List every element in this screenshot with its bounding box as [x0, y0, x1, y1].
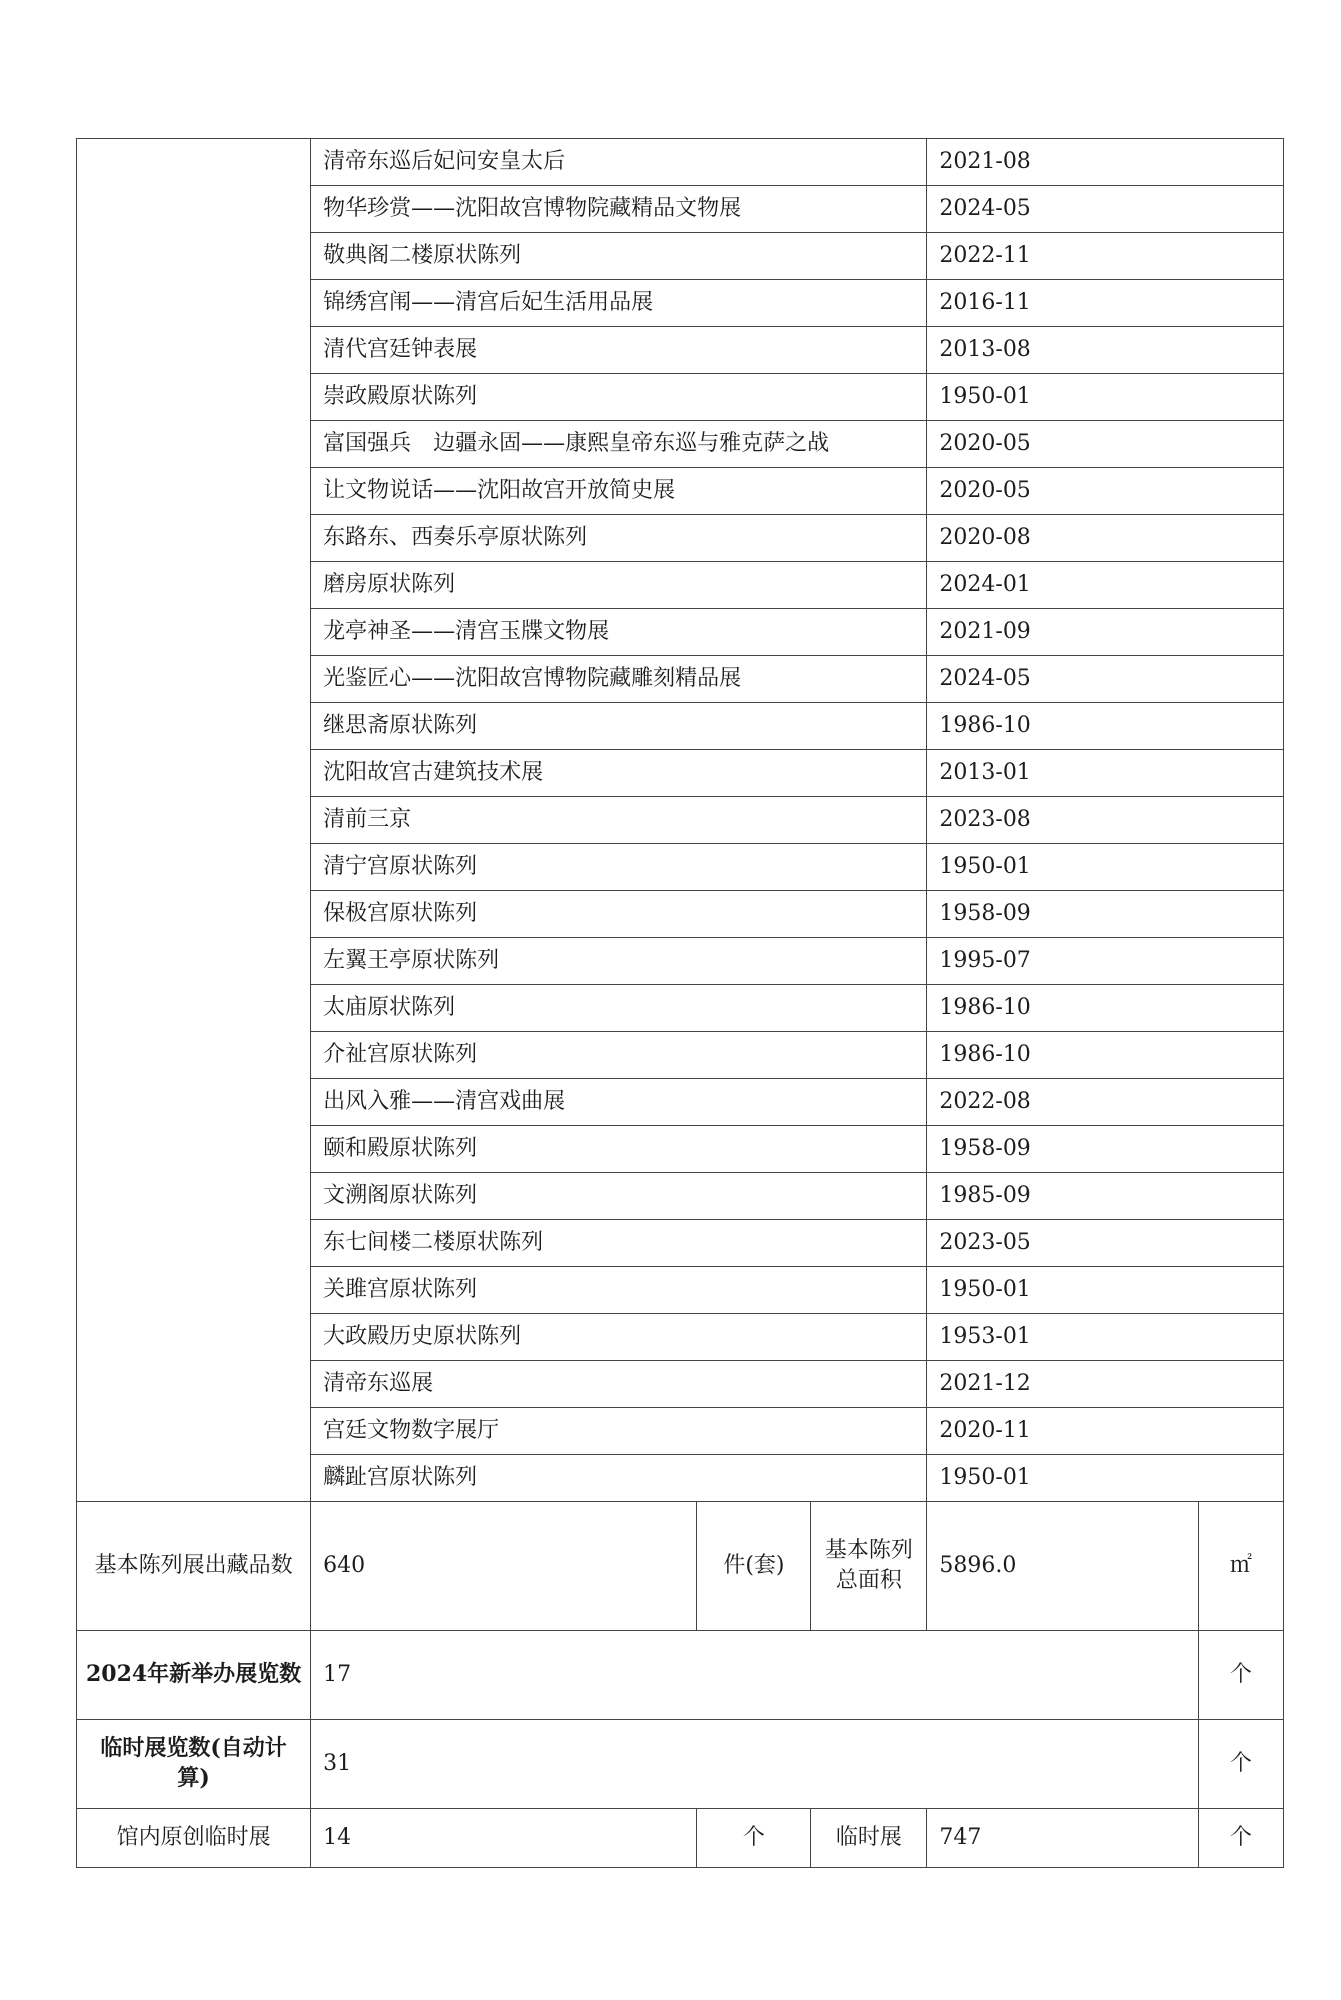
exhibition-name: 麟趾宫原状陈列: [311, 1455, 927, 1502]
new-exhibitions-unit: 个: [1198, 1631, 1283, 1720]
exhibition-date: 2021-09: [927, 609, 1284, 656]
exhibition-date: 1953-01: [927, 1314, 1284, 1361]
original-temporary-value: 14: [311, 1809, 697, 1868]
exhibition-date: 1950-01: [927, 844, 1284, 891]
exhibition-date: 1950-01: [927, 1267, 1284, 1314]
temporary-exhibition-value: 747: [927, 1809, 1198, 1868]
exhibition-name: 敬典阁二楼原状陈列: [311, 233, 927, 280]
exhibition-date: 2020-11: [927, 1408, 1284, 1455]
exhibition-name: 清帝东巡展: [311, 1361, 927, 1408]
exhibition-name: 继思斋原状陈列: [311, 703, 927, 750]
exhibition-name: 文溯阁原状陈列: [311, 1173, 927, 1220]
exhibition-name: 东路东、西奏乐亭原状陈列: [311, 515, 927, 562]
exhibition-name: 清帝东巡后妃问安皇太后: [311, 139, 927, 186]
exhibition-name: 关雎宫原状陈列: [311, 1267, 927, 1314]
exhibition-name: 让文物说话——沈阳故宫开放简史展: [311, 468, 927, 515]
exhibition-name: 沈阳故宫古建筑技术展: [311, 750, 927, 797]
exhibition-group-label-cell: [77, 139, 311, 1502]
exhibition-date: 1958-09: [927, 891, 1284, 938]
exhibition-area-label: 基本陈列总面积: [811, 1502, 927, 1631]
exhibition-date: 2020-08: [927, 515, 1284, 562]
temporary-count-value: 31: [311, 1720, 1199, 1809]
exhibition-date: 2013-08: [927, 327, 1284, 374]
exhibition-date: 2022-11: [927, 233, 1284, 280]
summary-row-temporary: [77, 1720, 1284, 1809]
exhibition-name: 光鉴匠心——沈阳故宫博物院藏雕刻精品展: [311, 656, 927, 703]
exhibition-area-unit: ㎡: [1198, 1502, 1283, 1631]
exhibition-date: 2013-01: [927, 750, 1284, 797]
exhibition-name: 崇政殿原状陈列: [311, 374, 927, 421]
temporary-count-unit: 个: [1198, 1720, 1283, 1809]
original-temporary-unit: 个: [697, 1809, 811, 1868]
exhibition-date: 1950-01: [927, 374, 1284, 421]
exhibition-date: 2024-05: [927, 186, 1284, 233]
exhibition-name: 保极宫原状陈列: [311, 891, 927, 938]
exhibition-date: 1985-09: [927, 1173, 1284, 1220]
exhibition-date: 2021-12: [927, 1361, 1284, 1408]
new-exhibitions-label: 2024年新举办展览数: [77, 1631, 311, 1720]
exhibition-date: 2022-08: [927, 1079, 1284, 1126]
summary-body: [77, 1502, 1284, 1868]
exhibition-name: 锦绣宫闱——清宫后妃生活用品展: [311, 280, 927, 327]
new-exhibitions-value: 17: [311, 1631, 1199, 1720]
exhibition-date: 2020-05: [927, 468, 1284, 515]
exhibition-date: 2024-05: [927, 656, 1284, 703]
exhibition-area-value: 5896.0: [927, 1502, 1198, 1631]
exhibition-name: 清前三京: [311, 797, 927, 844]
exhibition-date: 1995-07: [927, 938, 1284, 985]
exhibition-name: 东七间楼二楼原状陈列: [311, 1220, 927, 1267]
exhibition-list-body: [77, 139, 1284, 1502]
exhibition-row: [77, 139, 1284, 186]
exhibition-name: 左翼王亭原状陈列: [311, 938, 927, 985]
exhibition-table-sheet: [76, 138, 1284, 1868]
exhibition-date: 2023-05: [927, 1220, 1284, 1267]
exhibition-name: 物华珍赏——沈阳故宫博物院藏精品文物展: [311, 186, 927, 233]
exhibition-date: 2021-08: [927, 139, 1284, 186]
exhibition-name: 龙亭神圣——清宫玉牒文物展: [311, 609, 927, 656]
exhibition-date: 1986-10: [927, 1032, 1284, 1079]
exhibition-name: 太庙原状陈列: [311, 985, 927, 1032]
exhibition-date: 2023-08: [927, 797, 1284, 844]
exhibition-name: 宫廷文物数字展厅: [311, 1408, 927, 1455]
temporary-exhibition-unit: 个: [1198, 1809, 1283, 1868]
exhibition-name: 介祉宫原状陈列: [311, 1032, 927, 1079]
exhibition-name: 磨房原状陈列: [311, 562, 927, 609]
exhibition-table: [76, 138, 1284, 1868]
original-temporary-label: 馆内原创临时展: [77, 1809, 311, 1868]
exhibition-date: 1950-01: [927, 1455, 1284, 1502]
exhibition-name: 颐和殿原状陈列: [311, 1126, 927, 1173]
exhibition-date: 1986-10: [927, 703, 1284, 750]
exhibition-date: 2024-01: [927, 562, 1284, 609]
exhibition-name: 出风入雅——清宫戏曲展: [311, 1079, 927, 1126]
exhibition-name: 富国强兵 边疆永固——康熙皇帝东巡与雅克萨之战: [311, 421, 927, 468]
exhibition-name: 大政殿历史原状陈列: [311, 1314, 927, 1361]
temporary-exhibition-label: 临时展: [811, 1809, 927, 1868]
collection-count-value: 640: [311, 1502, 697, 1631]
collection-count-unit: 件(套): [697, 1502, 811, 1631]
exhibition-date: 1986-10: [927, 985, 1284, 1032]
summary-row-collection: [77, 1502, 1284, 1631]
summary-row-new-exhibitions: [77, 1631, 1284, 1720]
temporary-count-label: 临时展览数(自动计算): [77, 1720, 311, 1809]
exhibition-date: 2020-05: [927, 421, 1284, 468]
exhibition-name: 清代宫廷钟表展: [311, 327, 927, 374]
exhibition-name: 清宁宫原状陈列: [311, 844, 927, 891]
exhibition-date: 2016-11: [927, 280, 1284, 327]
exhibition-date: 1958-09: [927, 1126, 1284, 1173]
collection-count-label: 基本陈列展出藏品数: [77, 1502, 311, 1631]
summary-row-original: [77, 1809, 1284, 1868]
